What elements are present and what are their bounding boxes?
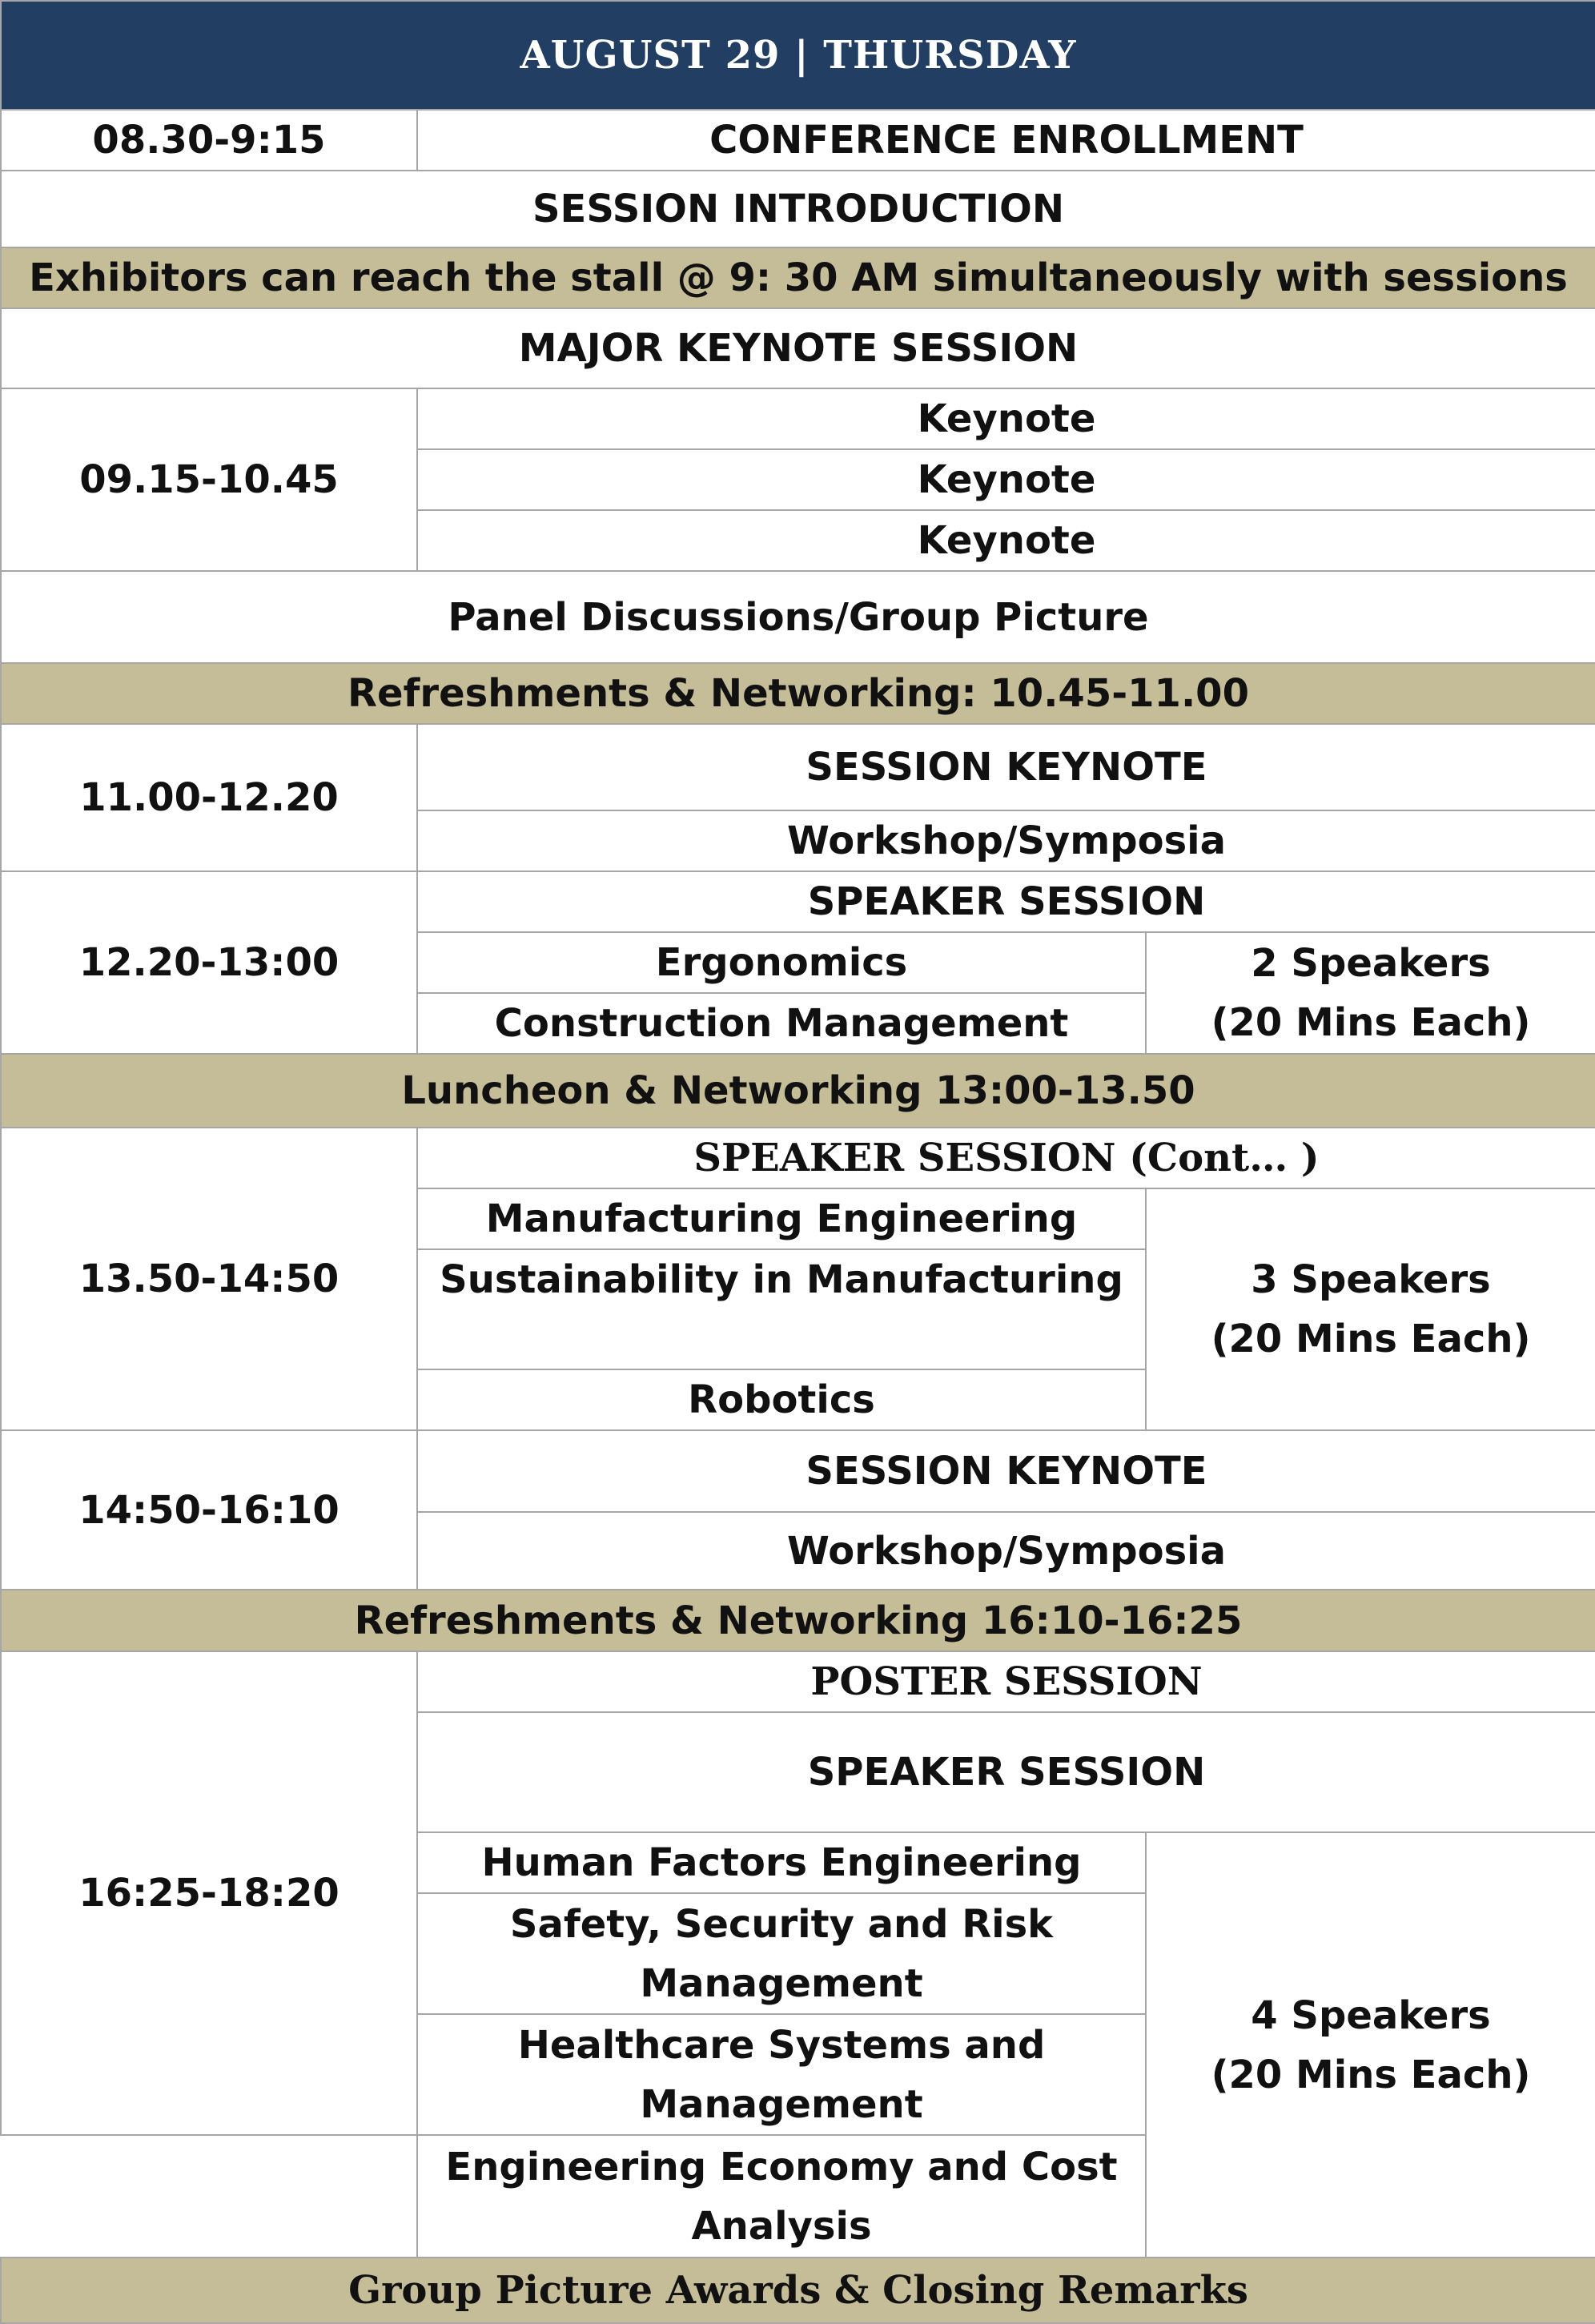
- final-topic: [417, 2014, 1146, 2135]
- final-duration: (20 Mins Each): [1211, 2052, 1531, 2097]
- speaker2-topic: Robotics: [417, 1369, 1146, 1430]
- panel-discussions: Panel Discussions/Group Picture: [1, 571, 1595, 663]
- enrollment-label: CONFERENCE ENROLLMENT: [417, 110, 1595, 171]
- speaker2-count: [1146, 1188, 1595, 1430]
- refreshments-break-1: Refreshments & Networking: 10.45-11.00: [1, 663, 1595, 724]
- speaker2-duration: (20 Mins Each): [1211, 1317, 1531, 1361]
- speaker2-topic: Sustainability in Manufacturing: [417, 1249, 1146, 1369]
- speaker1-count-label: 2 Speakers: [1251, 941, 1491, 986]
- block1-time: 11.00-12.20: [1, 724, 417, 871]
- exhibitors-notice: Exhibitors can reach the stall @ 9: 30 AM simultaneously with sessions: [1, 247, 1595, 308]
- major-keynote-title: MAJOR KEYNOTE SESSION: [1, 308, 1595, 388]
- luncheon-break: Luncheon & Networking 13:00-13.50: [1, 1054, 1595, 1128]
- keynote-item: Keynote: [417, 449, 1595, 510]
- final-topic: [417, 2135, 1146, 2258]
- final-count-label: 4 Speakers: [1251, 1992, 1491, 2038]
- speaker1-topic: Ergonomics: [417, 932, 1146, 993]
- final-count: [1146, 1832, 1595, 2258]
- final-topic-line: Engineering Economy and Cost: [445, 2144, 1118, 2189]
- speaker1-duration: (20 Mins Each): [1211, 1000, 1531, 1045]
- block1-session-keynote: SESSION KEYNOTE: [417, 724, 1595, 810]
- final-speaker-title: SPEAKER SESSION: [417, 1712, 1595, 1832]
- final-topic-line: Safety, Security and Risk: [509, 1901, 1054, 1947]
- final-topic-line: Management: [640, 1960, 923, 2006]
- final-topic: [417, 1893, 1146, 2014]
- major-keynote-time: 09.15-10.45: [1, 388, 417, 571]
- final-topic-line: Management: [640, 2081, 923, 2127]
- final-block-time: 16:25-18:20: [1, 1651, 417, 2135]
- speaker1-time: 12.20-13:00: [1, 871, 417, 1054]
- final-topic-line: Analysis: [691, 2203, 872, 2249]
- keynote-item: Keynote: [417, 388, 1595, 449]
- final-topic-line: Healthcare Systems and: [517, 2022, 1046, 2068]
- empty-time-cell: [1, 2135, 417, 2258]
- keynote-item: Keynote: [417, 510, 1595, 571]
- speaker2-count-label: 3 Speakers: [1251, 1257, 1491, 1302]
- speaker2-time: 13.50-14:50: [1, 1128, 417, 1430]
- speaker2-title: SPEAKER SESSION (Cont… ): [417, 1128, 1595, 1188]
- final-topic: Human Factors Engineering: [417, 1832, 1146, 1893]
- speaker1-title: SPEAKER SESSION: [417, 871, 1595, 932]
- closing-remarks: Group Picture Awards & Closing Remarks: [1, 2258, 1595, 2323]
- refreshments-break-2: Refreshments & Networking 16:10-16:25: [1, 1590, 1595, 1651]
- day-header: AUGUST 29 | THURSDAY: [1, 1, 1595, 110]
- block2-workshop: Workshop/Symposia: [417, 1512, 1595, 1590]
- block1-workshop: Workshop/Symposia: [417, 810, 1595, 871]
- speaker1-topic: Construction Management: [417, 993, 1146, 1054]
- block2-time: 14:50-16:10: [1, 1430, 417, 1590]
- session-introduction: SESSION INTRODUCTION: [1, 171, 1595, 247]
- block2-session-keynote: SESSION KEYNOTE: [417, 1430, 1595, 1512]
- enrollment-time: 08.30-9:15: [1, 110, 417, 171]
- speaker1-count: [1146, 932, 1595, 1054]
- speaker2-topic: Manufacturing Engineering: [417, 1188, 1146, 1249]
- poster-session: POSTER SESSION: [417, 1651, 1595, 1712]
